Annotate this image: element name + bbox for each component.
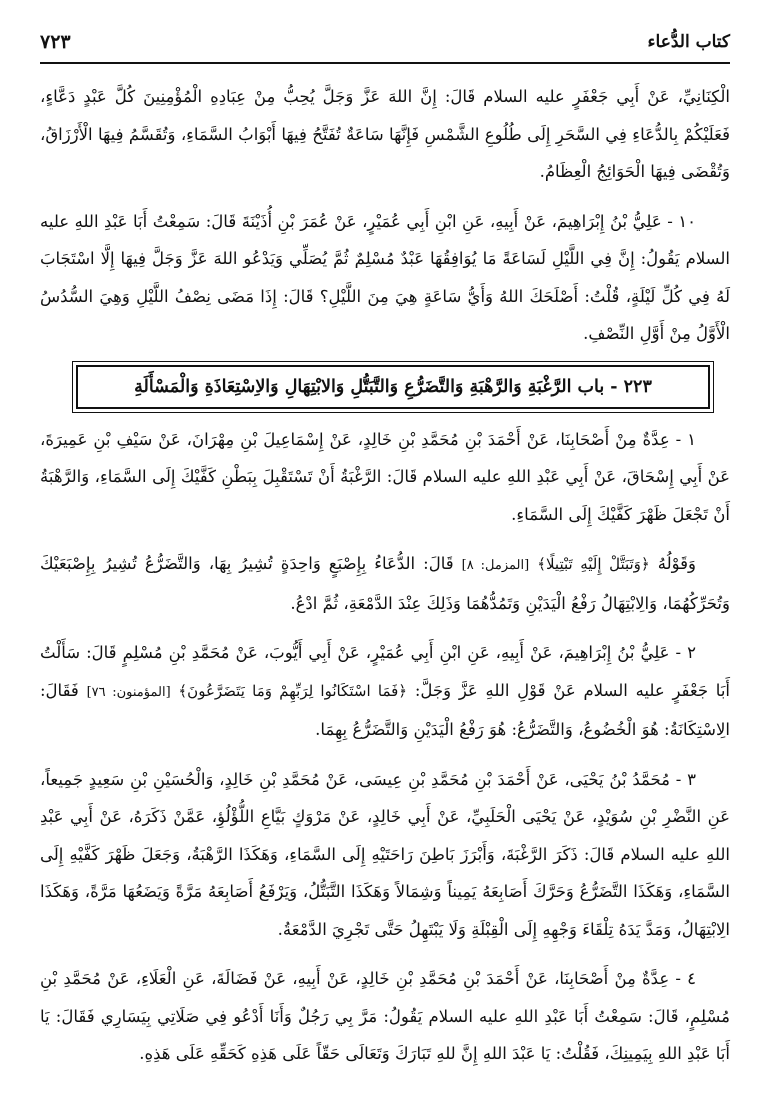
hadith-2 [40,634,730,749]
page-header [40,22,730,64]
hadith-1: ١ - عِدَّةٌ مِنْ أَصْحَابِنَا، عَنْ أَحْمَدَ بْنِ مُحَمَّدِ بْنِ خَالِدٍ، عَنْ إِسْمَاعِيلَ بْنِ مِهْرَانَ، عَنْ سَيْفِ بْنِ عَمِيرَةَ، عَنْ أَبِي إِسْحَاقَ، عَنْ أَبِي عَبْدِ اللهِ عليه السلام قَالَ: الرَّغْبَةُ أَنْ تَسْتَقْبِلَ بِبَطْنِ كَفَّيْكَ إِلَى السَّمَاءِ، وَالرَّهْبَةُ أَنْ تَجْعَلَ ظَهْرَ كَفَّيْكَ إِلَى السَّمَاءِ. [40,429,730,524]
verse-reference: [المزمل: ٨] [461,558,530,573]
book-title: كتاب الدُّعاء [647,32,730,52]
hadith-10: ١٠ - عَلِيُّ بْنُ إِبْرَاهِيمَ، عَنْ أَبِيهِ، عَنِ ابْنِ أَبِي عُمَيْرٍ، عَنْ عُمَرَ بْنِ أُذَيْنَةَ قَالَ: سَمِعْتُ أَبَا عَبْدِ اللهِ عليه السلام يَقُولُ: إِنَّ فِي اللَّيْلِ لَسَاعَةً مَا يُوَافِقُهَا عَبْدٌ مُسْلِمٌ ثُمَّ يُصَلِّي وَيَدْعُو اللهَ عَزَّ وَجَلَّ فِيهَا إِلَّا اسْتَجَابَ لَهُ فِي كُلِّ لَيْلَةٍ، قُلْتُ: أَصْلَحَكَ اللهُ وَأَيُّ سَاعَةٍ هِيَ مِنَ اللَّيْلِ؟ قَالَ: إِذَا مَضَى نِصْفُ اللَّيْلِ وَهِيَ السُّدُسُ الْأَوَّلُ مِنْ أَوَّلِ النِّصْفِ. [40,211,730,343]
page-number: ٧٢٣ [40,31,71,53]
quran-verse: ﴿وَتَبَتَّلْ إِلَيْهِ تَبْتِيلًا﴾ [537,555,650,573]
quran-verse: ﴿فَمَا اسْتَكَانُوا لِرَبِّهِمْ وَمَا يَتَضَرَّعُونَ﴾ [178,681,408,700]
commentary-lead: وَقَوْلُهُ [657,554,696,573]
hadith-2-isnad: ٢ - عَلِيُّ بْنُ إِبْرَاهِيمَ، عَنْ أَبِيهِ، عَنِ ابْنِ أَبِي عُمَيْرٍ، عَنْ أَبِي أَيُّوبَ، عَنْ مُحَمَّدِ بْنِ مُسْلِمٍ قَالَ: سَأَلْتُ أَبَا جَعْفَرٍ عليه السلام عَنْ قَوْلِ اللهِ عَزَّ وَجَلَّ: [40,643,730,700]
hadith-continuation: الْكِنَانِيِّ، عَنْ أَبِي جَعْفَرٍ عليه السلام قَالَ: إِنَّ اللهَ عَزَّ وَجَلَّ يُحِبُّ مِنْ عِبَادِهِ الْمُؤْمِنِينَ كُلَّ عَبْدٍ دَعَّاءٍ، فَعَلَيْكُمْ بِالدُّعَاءِ فِي السَّحَرِ إِلَى طُلُوعِ الشَّمْسِ فَإِنَّهَا سَاعَةٌ تُفَتَّحُ فِيهَا أَبْوَابُ السَّمَاءِ، وَتُقَسَّمُ فِيهَا الْأَرْزَاقُ، وَتُقْضَى فِيهَا الْحَوَائِجُ الْعِظَامُ. [40,87,730,181]
verse-reference: [المؤمنون: ٧٦] [86,684,171,700]
hadith-2-text: فَقَالَ: الِاسْتِكَانَةُ: هُوَ الْخُضُوعُ، وَالتَّضَرُّعُ: هُوَ رَفْعُ الْيَدَيْنِ وَالتَّضَرُّعُ بِهِمَا. [40,680,730,739]
hadith-1-commentary [40,545,730,622]
page-body [40,78,730,1085]
hadith-4: ٤ - عِدَّةٌ مِنْ أَصْحَابِنَا، عَنْ أَحْمَدَ بْنِ مُحَمَّدِ بْنِ خَالِدٍ، عَنْ أَبِيهِ، عَنْ فَضَالَةَ، عَنِ الْعَلَاءِ، عَنْ مُحَمَّدِ بْنِ مُسْلِمٍ، قَالَ: سَمِعْتُ أَبَا عَبْدِ اللهِ عليه السلام يَقُولُ: مَرَّ بِي رَجُلٌ وَأَنَا أَدْعُو فِي صَلَاتِي بِيَسَارِي فَقَالَ: يَا أَبَا عَبْدِ اللهِ بِيَمِينِكَ، فَقُلْتُ: يَا عَبْدَ اللهِ إِنَّ للهِ تَبَارَكَ وَتَعَالَى حَقّاً عَلَى هَذِهِ كَحَقِّهِ عَلَى هَذِهِ. [40,969,730,1063]
hadith-3: ٣ - مُحَمَّدُ بْنُ يَحْيَى، عَنْ أَحْمَدَ بْنِ مُحَمَّدِ بْنِ عِيسَى، عَنْ مُحَمَّدِ بْنِ خَالِدٍ، وَالْحُسَيْنِ بْنِ سَعِيدٍ جَمِيعاً، عَنِ النَّضْرِ بْنِ سُوَيْدٍ، عَنْ يَحْيَى الْحَلَبِيِّ، عَنْ أَبِي خَالِدٍ، عَنْ مَرْوَكٍ بَيَّاعِ اللُّؤْلُؤِ، عَمَّنْ ذَكَرَهُ، عَنْ أَبِي عَبْدِ اللهِ عليه السلام قَالَ: ذَكَرَ الرَّغْبَةَ، وَأَبْرَزَ بَاطِنَ رَاحَتَيْهِ إِلَى السَّمَاءِ، وَهَكَذَا الرَّهْبَةُ، وَجَعَلَ ظَهْرَ كَفَّيْهِ إِلَى السَّمَاءِ، وَهَكَذَا التَّضَرُّعُ وَحَرَّكَ أَصَابِعَهُ يَمِيناً وَشِمَالاً وَهَكَذَا التَّبَتُّلُ، وَيَرْفَعُ أَصَابِعَهُ مَرَّةً وَيَضَعُهَا مَرَّةً، وَهَكَذَا الِابْتِهَالُ، وَمَدَّ يَدَهُ تِلْقَاءَ وَجْهِهِ إِلَى الْقِبْلَةِ وَلَا يَبْتَهِلُ حَتَّى تَجْرِيَ الدَّمْعَةُ. [40,769,730,939]
chapter-title: ٢٢٣ - باب الرَّغْبَةِ وَالرَّهْبَةِ وَالتَّضَرُّعِ وَالتَّبَتُّلِ وَالابْتِهَالِ وَالاِسْتِعَاذَةِ وَالْمَسْأَلَةِ [76,365,710,409]
commentary-text: قَالَ: الدُّعَاءُ بِإِصْبَعٍ وَاحِدَةٍ تُشِيرُ بِهَا، وَالتَّضَرُّعُ تُشِيرُ بِإِصْبَعَيْكَ وَتُحَرِّكُهُمَا، وَالِابْتِهَالُ رَفْعُ الْيَدَيْنِ وَتَمُدُّهُمَا وَذَلِكَ عِنْدَ الدَّمْعَةِ، ثُمَّ ادْعُ. [40,554,730,613]
